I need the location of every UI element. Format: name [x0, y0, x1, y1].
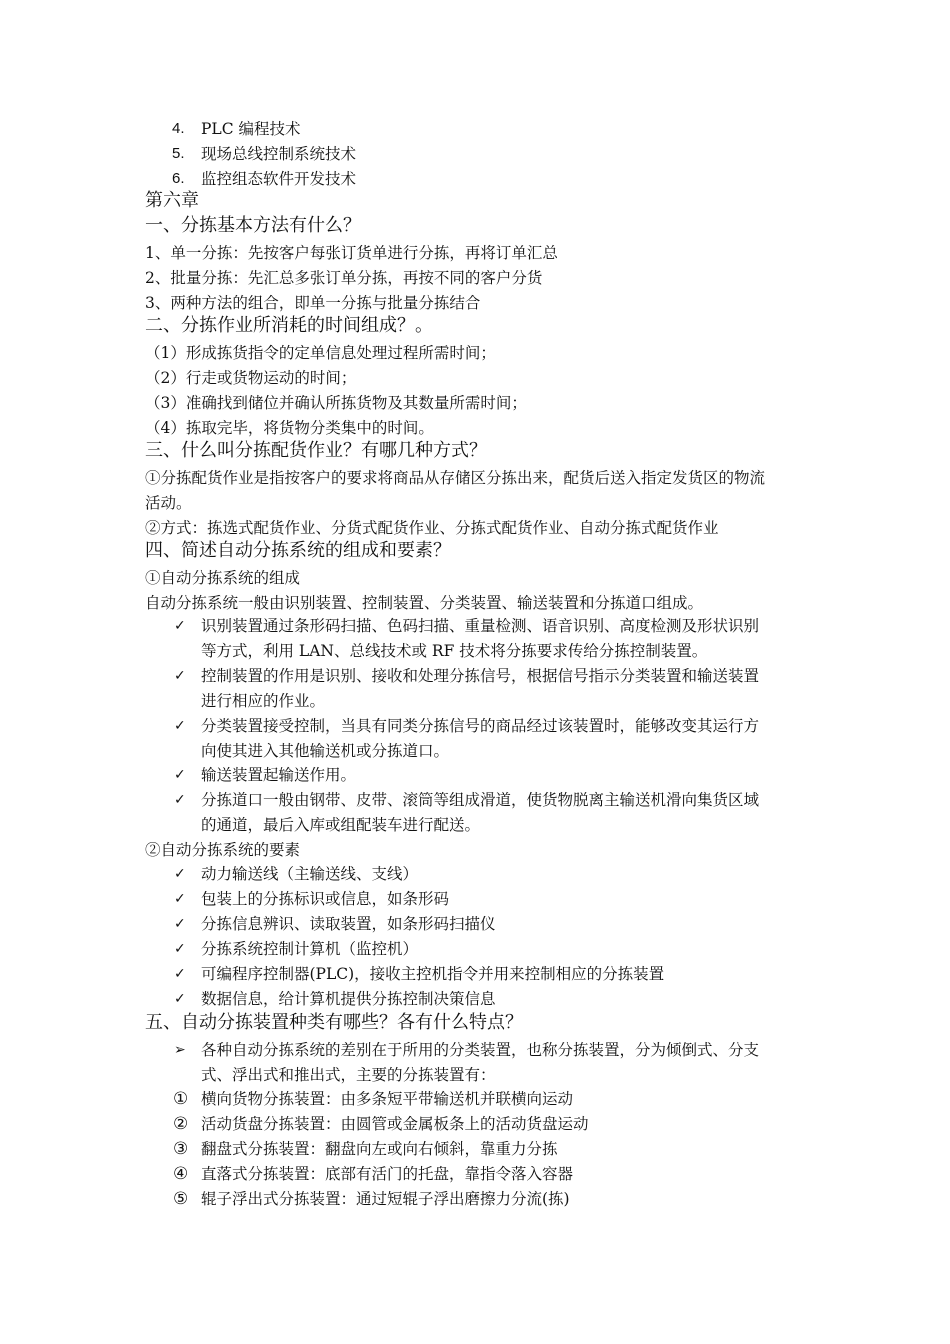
list-number: 6.: [172, 170, 185, 187]
check-icon: ✓: [174, 718, 186, 734]
bullet-line: 数据信息，给计算机提供分拣控制决策信息: [201, 990, 496, 1008]
list-item: 监控组态软件开发技术: [201, 170, 357, 188]
question-heading: 四、简述自动分拣系统的组成和要素？: [145, 540, 451, 561]
check-icon: ✓: [174, 866, 186, 882]
check-icon: ✓: [174, 891, 186, 907]
check-icon: ✓: [174, 966, 186, 982]
answer-line: 自动分拣系统一般由识别装置、控制装置、分类装置、输送装置和分拣道口组成。: [145, 594, 704, 612]
circled-number: ④: [173, 1164, 189, 1184]
sub-heading: ②自动分拣系统的要素: [145, 841, 301, 859]
check-icon: ✓: [174, 618, 186, 634]
device-line: 直落式分拣装置：底部有活门的托盘，靠指令落入容器: [201, 1165, 574, 1183]
bullet-line: 动力输送线（主输送线、支线）: [201, 865, 419, 883]
check-icon: ✓: [174, 941, 186, 957]
bullet-line: 式、浮出式和推出式，主要的分拣装置有：: [201, 1066, 496, 1084]
device-line: 横向货物分拣装置：由多条短平带输送机并联横向运动: [201, 1090, 574, 1108]
bullet-line: 向使其进入其他输送机或分拣道口。: [201, 742, 450, 760]
circled-number: ②: [173, 1114, 189, 1134]
chapter-title: 第六章: [145, 190, 199, 211]
bullet-line: 的通道，最后入库或组配装车进行配送。: [201, 816, 481, 834]
check-icon: ✓: [174, 767, 186, 783]
answer-line: （1）形成拣货指令的定单信息处理过程所需时间；: [145, 344, 496, 362]
answer-line: ②方式：拣选式配货作业、分货式配货作业、分拣式配货作业、自动分拣式配货作业: [145, 519, 719, 537]
bullet-line: 进行相应的作业。: [201, 692, 326, 710]
bullet-line: 识别装置通过条形码扫描、色码扫描、重量检测、语音识别、高度检测及形状识别: [201, 617, 760, 635]
device-line: 翻盘式分拣装置：翻盘向左或向右倾斜，靠重力分拣: [201, 1140, 558, 1158]
circled-number: ③: [173, 1139, 189, 1159]
check-icon: ✓: [174, 916, 186, 932]
bullet-line: 包装上的分拣标识或信息，如条形码: [201, 890, 450, 908]
device-line: 活动货盘分拣装置：由圆管或金属板条上的活动货盘运动: [201, 1115, 589, 1133]
bullet-line: 各种自动分拣系统的差别在于所用的分类装置，也称分拣装置，分为倾倒式、分支: [201, 1041, 760, 1059]
question-heading: 一、分拣基本方法有什么？: [145, 215, 361, 236]
list-item: PLC 编程技术: [201, 120, 301, 138]
check-icon: ✓: [174, 668, 186, 684]
arrow-bullet-icon: ➢: [174, 1042, 186, 1058]
question-heading: 三、什么叫分拣配货作业？有哪几种方式？: [145, 440, 487, 461]
bullet-line: 分拣系统控制计算机（监控机）: [201, 940, 419, 958]
answer-line: 1、单一分拣：先按客户每张订货单进行分拣，再将订单汇总: [145, 244, 558, 262]
check-icon: ✓: [174, 991, 186, 1007]
answer-line: 3、两种方法的组合，即单一分拣与批量分拣结合: [145, 294, 481, 312]
bullet-line: 可编程序控制器(PLC)，接收主控机指令并用来控制相应的分拣装置: [201, 965, 665, 983]
answer-line: （4）拣取完毕，将货物分类集中的时间。: [145, 419, 434, 437]
device-line: 辊子浮出式分拣装置：通过短辊子浮出磨擦力分流(拣): [201, 1190, 570, 1208]
answer-line: （3）准确找到储位并确认所拣货物及其数量所需时间；: [145, 394, 527, 412]
bullet-line: 等方式，利用 LAN、总线技术或 RF 技术将分拣要求传给分拣控制装置。: [201, 642, 708, 660]
bullet-line: 输送装置起输送作用。: [201, 766, 357, 784]
sub-heading: ①自动分拣系统的组成: [145, 569, 301, 587]
list-number: 4.: [172, 120, 185, 137]
question-heading: 二、分拣作业所消耗的时间组成？。: [145, 315, 433, 336]
check-icon: ✓: [174, 792, 186, 808]
circled-number: ⑤: [173, 1189, 189, 1209]
question-heading: 五、自动分拣装置种类有哪些？各有什么特点？: [145, 1012, 523, 1033]
bullet-line: 分类装置接受控制，当具有同类分拣信号的商品经过该装置时，能够改变其运行方: [201, 717, 760, 735]
bullet-line: 分拣道口一般由钢带、皮带、滚筒等组成滑道，使货物脱离主输送机滑向集货区域: [201, 791, 760, 809]
bullet-line: 分拣信息辨识、读取装置，如条形码扫描仪: [201, 915, 496, 933]
answer-line: ①分拣配货作业是指按客户的要求将商品从存储区分拣出来，配货后送入指定发货区的物流: [145, 469, 766, 487]
circled-number: ①: [173, 1089, 189, 1109]
list-item: 现场总线控制系统技术: [201, 145, 357, 163]
bullet-line: 控制装置的作用是识别、接收和处理分拣信号，根据信号指示分类装置和输送装置: [201, 667, 760, 685]
list-number: 5.: [172, 145, 185, 162]
answer-line: 活动。: [145, 494, 192, 512]
answer-line: 2、批量分拣：先汇总多张订单分拣，再按不同的客户分货: [145, 269, 543, 287]
answer-line: （2）行走或货物运动的时间；: [145, 369, 357, 387]
